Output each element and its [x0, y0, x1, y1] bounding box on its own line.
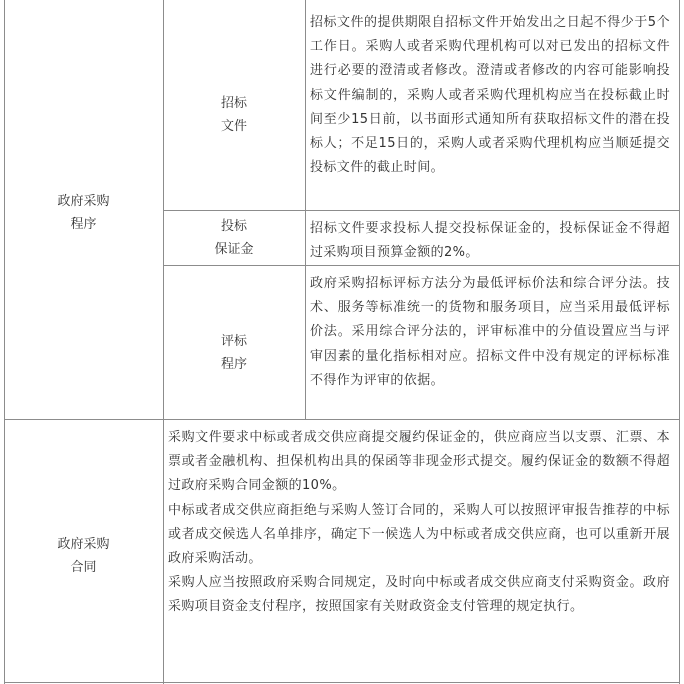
contract-paragraph-3: 采购人应当按照政府采购合同规定，及时向中标或者成交供应商支付采购资金。政府采购项目资金支付程序，按照国家有关财政资金支付管理的规定执行。: [168, 575, 670, 615]
contract-paragraph-1: 采购文件要求中标或者成交供应商提交履约保证金的，供应商应当以支票、汇票、本票或者金融机构、担保机构出具的保函等非现金形式提交。履约保证金的数额不得超过政府采购合同金额的10%。: [168, 430, 670, 494]
sub-label-bid-bond-text: 投标 保证金: [214, 219, 254, 257]
section-label-procedure: [4, 0, 163, 419]
table-border-bottom: [4, 682, 680, 683]
section-label-contract: [4, 420, 163, 682]
sub-label-evaluation-procedure: [163, 266, 305, 419]
content-evaluation-procedure-text: 政府采购招标评标方法分为最低评标价法和综合评分法。技术、服务等标准统一的货物和服务项目，应当采用最低评标价法。采用综合评分法的，评审标准中的分值设置应当与评审因素的量化指标相对应。招标文件中没有规定的评标标准不得作为评审的依据。: [310, 276, 670, 388]
sub-label-bidding-documents-text: 招标 文件: [220, 96, 247, 134]
contract-paragraph-2: 中标或者成交供应商拒绝与采购人签订合同的，采购人可以按照评审报告推荐的中标或者成交候选人名单排序，确定下一候选人为中标或者成交供应商，也可以重新开展政府采购活动。: [168, 502, 670, 567]
content-contract: [168, 426, 670, 620]
content-bidding-documents-text: 招标文件的提供期限自招标文件开始发出之日起不得少于5个工作日。采购人或者采购代理机构可以对已发出的招标文件进行必要的澄清或者修改。澄清或者修改的内容可能影响投标文件编制的，采购人或者采购代理机构应当在投标截止时间至少15日前，以书面形式通知所有获取招标文件的潜在投标人；不足15日的，采购人或者采购代理机构应当顺延提交投标文件的截止时间。: [310, 15, 670, 176]
section-label-contract-text: 政府采购 合同: [57, 537, 110, 575]
content-bid-bond-text: 招标文件要求投标人提交投标保证金的，投标保证金不得超过采购项目预算金额的2%。: [310, 221, 670, 261]
sub-label-bid-bond: [163, 211, 305, 265]
content-bid-bond: [310, 217, 670, 265]
content-bidding-documents: [310, 11, 670, 180]
section-label-procedure-text: 政府采购 程序: [57, 193, 110, 232]
sub-label-bidding-documents: [163, 0, 305, 210]
content-evaluation-procedure: [310, 272, 670, 393]
table-border-right: [679, 0, 680, 684]
sub-label-evaluation-procedure-text: 评标 程序: [220, 333, 247, 372]
